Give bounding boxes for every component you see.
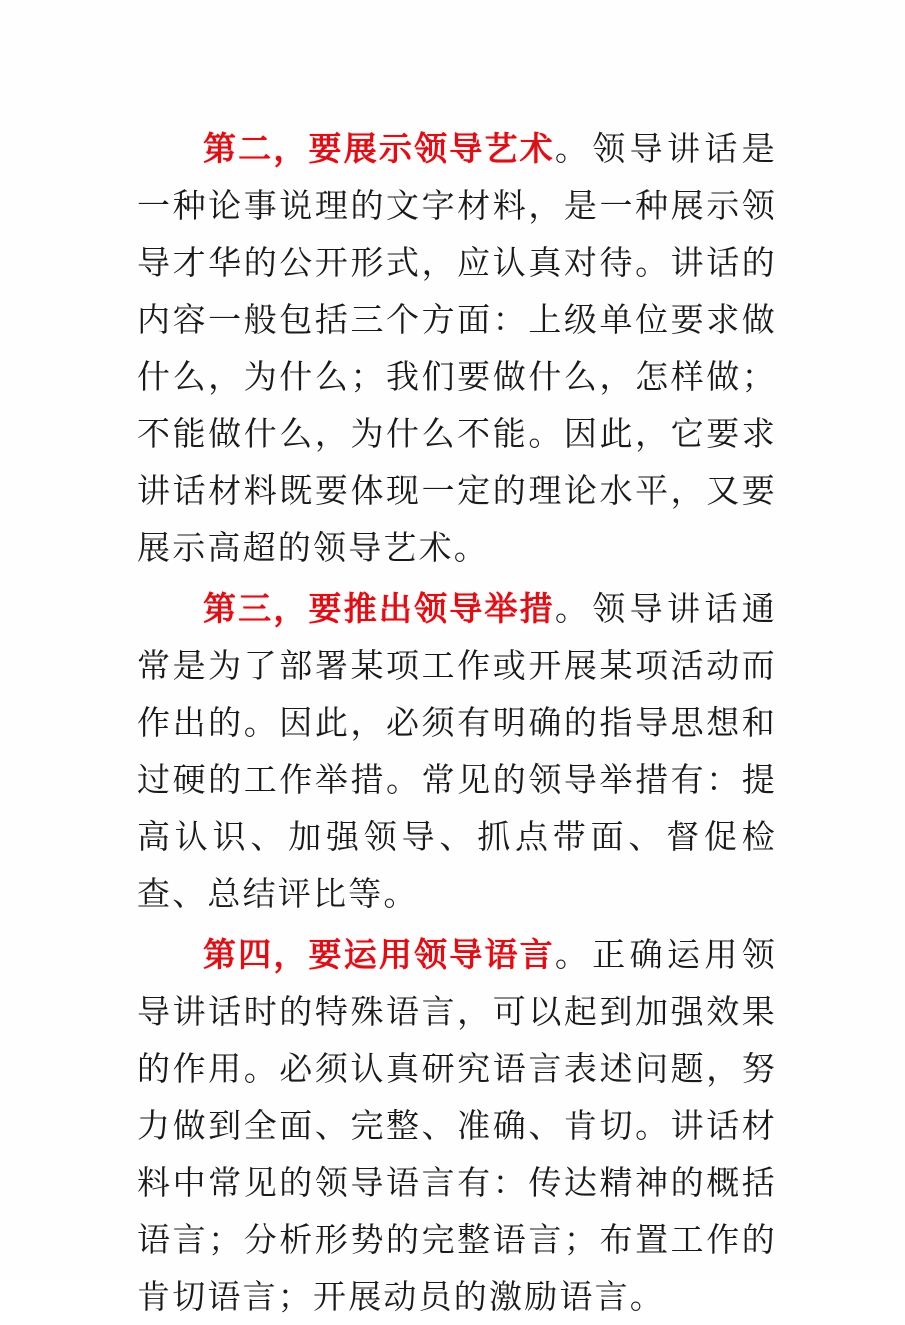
document-body [137, 120, 777, 1325]
paragraph-text: 。领导讲话通常是为了部署某项工作或开展某项活动而作出的。因此，必须有明确的指导思想和过硬的工作举措。常见的领导举措有：提高认识、加强领导、抓点带面、督促检查、总结评比等。 [137, 589, 778, 913]
paragraph-text: 。正确运用领导讲话时的特殊语言，可以起到加强效果的作用。必须认真研究语言表述问题，努力做到全面、完整、准确、肯切。讲话材料中常见的领导语言有：传达精神的概括语言；分析形势的完整语言；布置工作的肯切语言；开展动员的激励语言。 [137, 935, 778, 1316]
paragraph-text: 。领导讲话是一种论事说理的文字材料，是一种展示领导才华的公开形式，应认真对待。讲话的内容一般包括三个方面：上级单位要求做什么，为什么；我们要做什么，怎样做；不能做什么，为什么不能。因此，它要求讲话材料既要体现一定的理论水平，又要展示高超的领导艺术。 [137, 129, 778, 567]
paragraph-heading: 第四，要运用领导语言 [203, 935, 555, 974]
paragraph-heading: 第二，要展示领导艺术 [203, 129, 555, 168]
paragraph-leadership-measures [137, 580, 777, 922]
paragraph-heading: 第三，要推出领导举措 [203, 589, 555, 628]
paragraph-leadership-language [137, 926, 777, 1325]
paragraph-leadership-art [137, 120, 777, 576]
